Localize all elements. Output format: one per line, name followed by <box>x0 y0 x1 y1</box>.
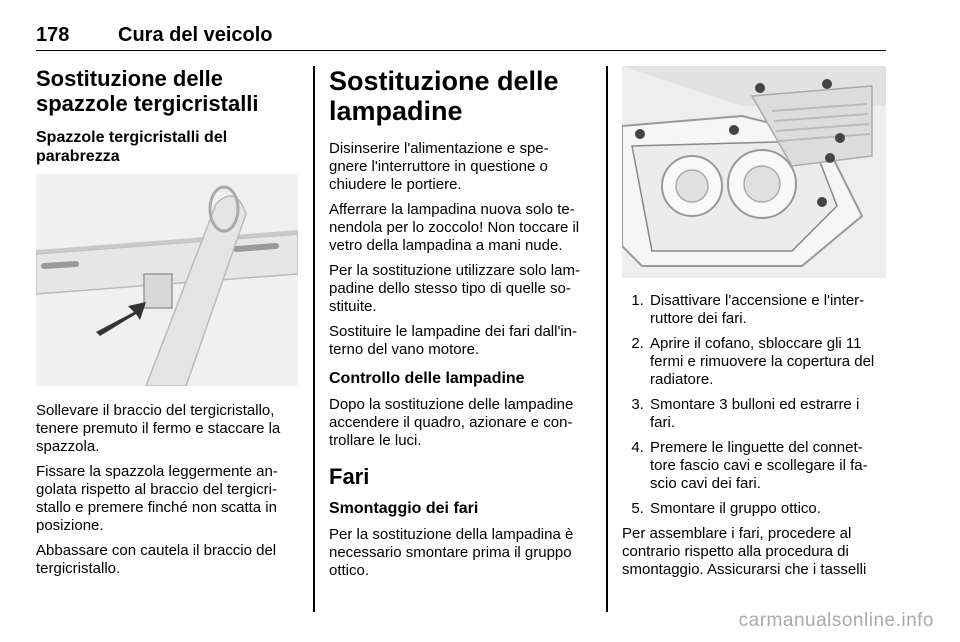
wipers-paragraph: Fissare la spazzola leggermente an- golata rispetto al braccio del tergicri- stallo e premere finché non scatta in posizione. <box>36 463 278 534</box>
bulb-check-subheading: Controllo delle lampadine <box>329 370 525 387</box>
list-item: 5. Smontare il gruppo ottico. <box>648 500 888 518</box>
section-title: Cura del veicolo <box>118 24 273 46</box>
page-header <box>36 24 886 51</box>
column-wipers <box>36 66 298 585</box>
windscreen-subheading: Spazzole tergicristalli del parabrezza <box>36 129 228 165</box>
column-divider <box>606 66 608 612</box>
wipers-heading: Sostituzione delle spazzole tergicristalli <box>36 66 259 116</box>
column-bulbs <box>329 66 591 587</box>
page-number: 178 <box>36 24 70 46</box>
bulbs-paragraph: Afferrare la lampadina nuova solo te- nendola per lo zoccolo! Non toccare il vetro della lampadina a mani nude. <box>329 201 580 254</box>
column-divider <box>313 66 315 612</box>
bulbs-heading: Sostituzione delle lampadine <box>329 66 559 126</box>
headlamp-illustration <box>622 66 886 278</box>
bulbs-paragraph: Sostituire le lampadine dei fari dall'in- terno del vano motore. <box>329 323 577 358</box>
column-steps <box>622 66 888 586</box>
bulbs-paragraph: Per la sostituzione utilizzare solo lam- padine dello stesso tipo di quelle so- stituite. <box>329 262 580 315</box>
bulb-check-text: Dopo la sostituzione delle lampadine accendere il quadro, azionare e con- trollare le luci. <box>329 396 574 449</box>
watermark: carmanualsonline.info <box>738 610 934 631</box>
list-item: 2. Aprire il cofano, sbloccare gli 11 fermi e rimuovere la copertura del radiatore. <box>648 335 888 389</box>
headlamp-removal-subheading: Smontaggio dei fari <box>329 500 479 517</box>
headlamp-removal-text: Per la sostituzione della lampadina è necessario smontare prima il gruppo ottico. <box>329 526 574 579</box>
list-item: 3. Smontare 3 bulloni ed estrarre i fari. <box>648 396 888 432</box>
reassembly-text: Per assemblare i fari, procedere al contrario rispetto alla procedura di smontaggio. Assicurarsi che i tasselli <box>622 525 867 578</box>
wipers-paragraph: Sollevare il braccio del tergicristallo, tenere premuto il fermo e staccare la spazzola. <box>36 402 281 455</box>
wipers-paragraph: Abbassare con cautela il braccio del tergicristallo. <box>36 542 277 577</box>
removal-steps-list <box>622 292 888 518</box>
bulbs-paragraph: Disinserire l'alimentazione e spe- gnere l'interruttore in questione o chiudere le portiere. <box>329 140 549 193</box>
wiper-arm-illustration <box>36 174 298 386</box>
list-item: 4. Premere le linguette del connet- tore fascio cavi e scollegare il fa- scio cavi dei fari. <box>648 439 888 493</box>
headlamps-heading: Fari <box>329 464 370 489</box>
list-item: 1. Disattivare l'accensione e l'inter- ruttore dei fari. <box>648 292 888 328</box>
